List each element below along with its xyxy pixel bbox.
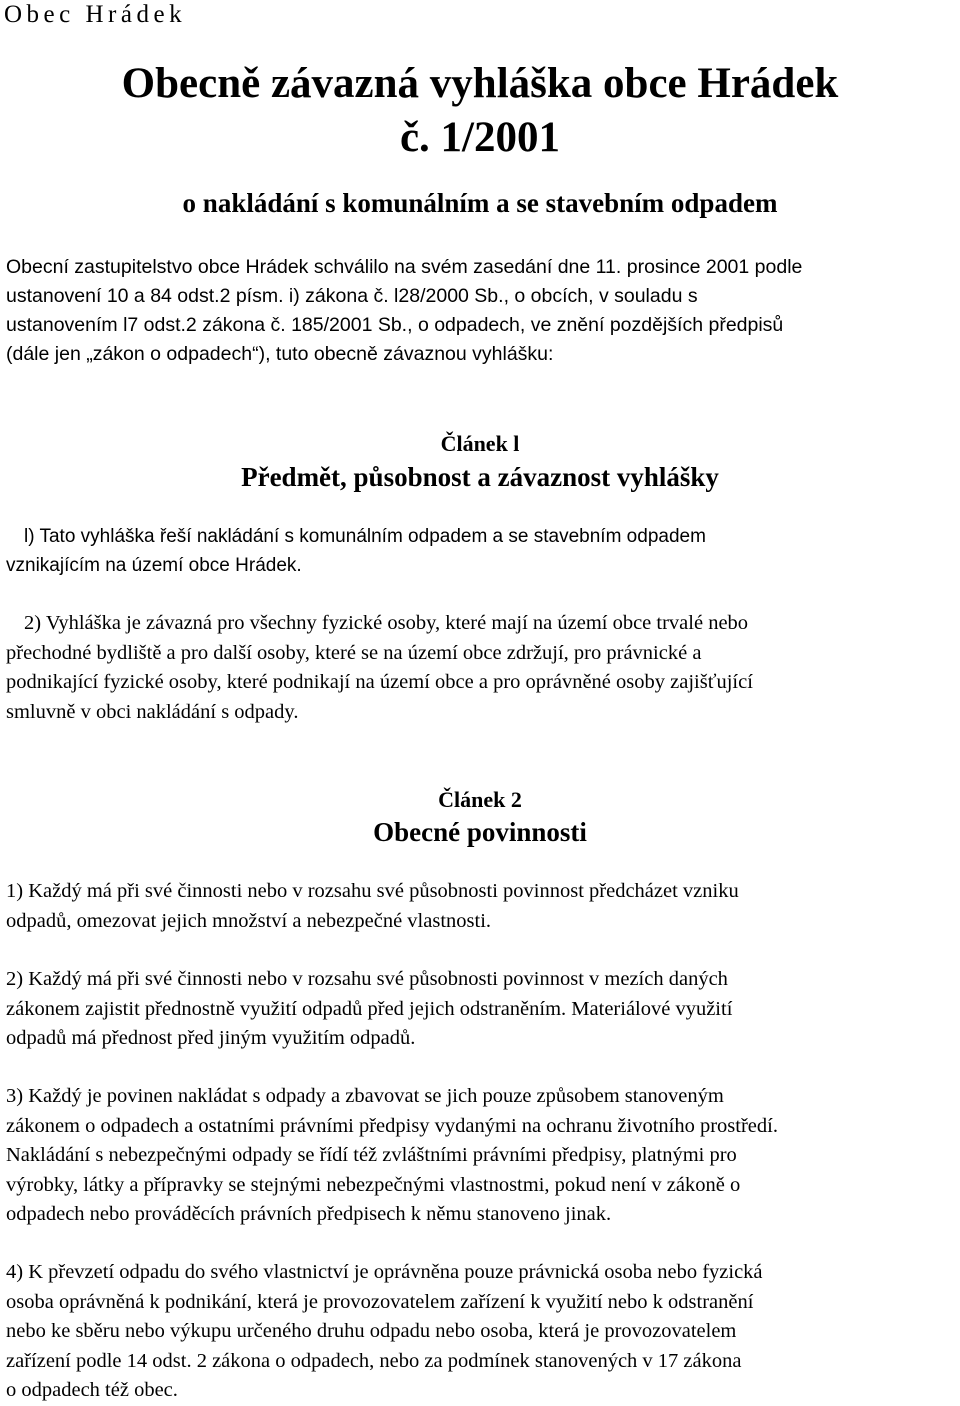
preamble-line: Obecní zastupitelstvo obce Hrádek schválilo na svém zasedání dne 11. prosince 2001 podle — [6, 256, 803, 278]
paragraph-line: vznikajícím na území obce Hrádek. — [6, 555, 302, 576]
paragraph-line: Nakládání s nebezpečnými odpady se řídí též zvláštními právními předpisy, platnými pro — [6, 1144, 737, 1166]
article-2-paragraph-3 — [6, 1082, 960, 1230]
article-1-heading: Předmět, působnost a závaznost vyhlášky — [241, 462, 719, 492]
paragraph-line: 1) Každý má při své činnosti nebo v rozsahu své působnosti povinnost předcházet vzniku — [6, 880, 739, 902]
paragraph-line: smluvně v obci nakládání s odpady. — [6, 700, 299, 723]
preamble — [6, 253, 958, 369]
preamble-line: ustanovením l7 odst.2 zákona č. 185/2001 Sb., o odpadech, ve znění pozdějších předpisů — [6, 314, 784, 336]
paragraph-line: osoba oprávněná k podnikání, která je provozovatelem zařízení k využití nebo k odstranění — [6, 1290, 754, 1313]
paragraph-line: odpadů, omezovat jejich množství a nebezpečné vlastnosti. — [6, 909, 492, 932]
article-1-paragraph-2 — [6, 609, 960, 727]
article-2-paragraph-1 — [6, 877, 960, 936]
paragraph-line: 2) Vyhláška je závazná pro všechny fyzické osoby, které mají na území obce trvalé nebo — [24, 612, 749, 634]
article-1-paragraph-1 — [6, 522, 960, 580]
preamble-line: (dále jen „zákon o odpadech“), tuto obecně závaznou vyhlášku: — [6, 343, 554, 365]
paragraph-line: výrobky, látky a přípravky se stejnými nebezpečnými vlastnostmi, pokud není v zákoně o — [6, 1173, 741, 1196]
paragraph-line: zákonem zajistit přednostně využití odpadů před jejich odstraněním. Materiálové využití — [6, 997, 733, 1020]
paragraph-line: nebo ke sběru nebo výkupu určeného druhu odpadu nebo osoba, která je provozovatelem — [6, 1320, 737, 1342]
municipality-header: Obec Hrádek — [4, 1, 187, 28]
paragraph-line: odpadů má přednost před jiným využitím odpadů. — [6, 1027, 416, 1049]
paragraph-line: zákonem o odpadech a ostatními právními předpisy vydanými na ochranu životního prostředí. — [6, 1114, 778, 1137]
paragraph-line: podnikající fyzické osoby, které podnikají na území obce a pro oprávněné osoby zajišťující — [6, 671, 753, 693]
paragraph-line: l) Tato vyhláška řeší nakládání s komunálním odpadem a se stavebním odpadem — [24, 526, 706, 547]
article-2-paragraph-4 — [6, 1258, 960, 1406]
article-2-paragraph-2 — [6, 965, 960, 1054]
paragraph-line: 3) Každý je povinen nakládat s odpady a zbavovat se jich pouze způsobem stanoveným — [6, 1085, 724, 1107]
article-2-heading: Obecné povinnosti — [373, 817, 587, 847]
paragraph-line: o odpadech též obec. — [6, 1379, 178, 1401]
article-2-number: Článek 2 — [438, 787, 522, 812]
preamble-line: ustanovení 10 a 84 odst.2 písm. i) zákona č. l28/2000 Sb., o obcích, v souladu s — [6, 285, 698, 307]
paragraph-line: přechodné bydliště a pro další osoby, které se na území obce zdržují, pro právnické a — [6, 641, 702, 664]
paragraph-line: 2) Každý má při své činnosti nebo v rozsahu své působnosti povinnost v mezích daných — [6, 968, 728, 990]
paragraph-line: odpadech nebo prováděcích právních předpisech k němu stanoveno jinak. — [6, 1203, 612, 1225]
article-1-number: Článek l — [440, 431, 520, 456]
document-subtitle: o nakládání s komunálním a se stavebním odpadem — [182, 188, 778, 218]
document-number: č. 1/2001 — [399, 114, 561, 161]
document-title: Obecně závazná vyhláška obce Hrádek — [121, 60, 839, 107]
paragraph-line: 4) K převzetí odpadu do svého vlastnictví je oprávněna pouze právnická osoba nebo fyzická — [6, 1261, 763, 1283]
paragraph-line: zařízení podle 14 odst. 2 zákona o odpadech, nebo za podmínek stanovených v 17 zákona — [6, 1349, 742, 1372]
